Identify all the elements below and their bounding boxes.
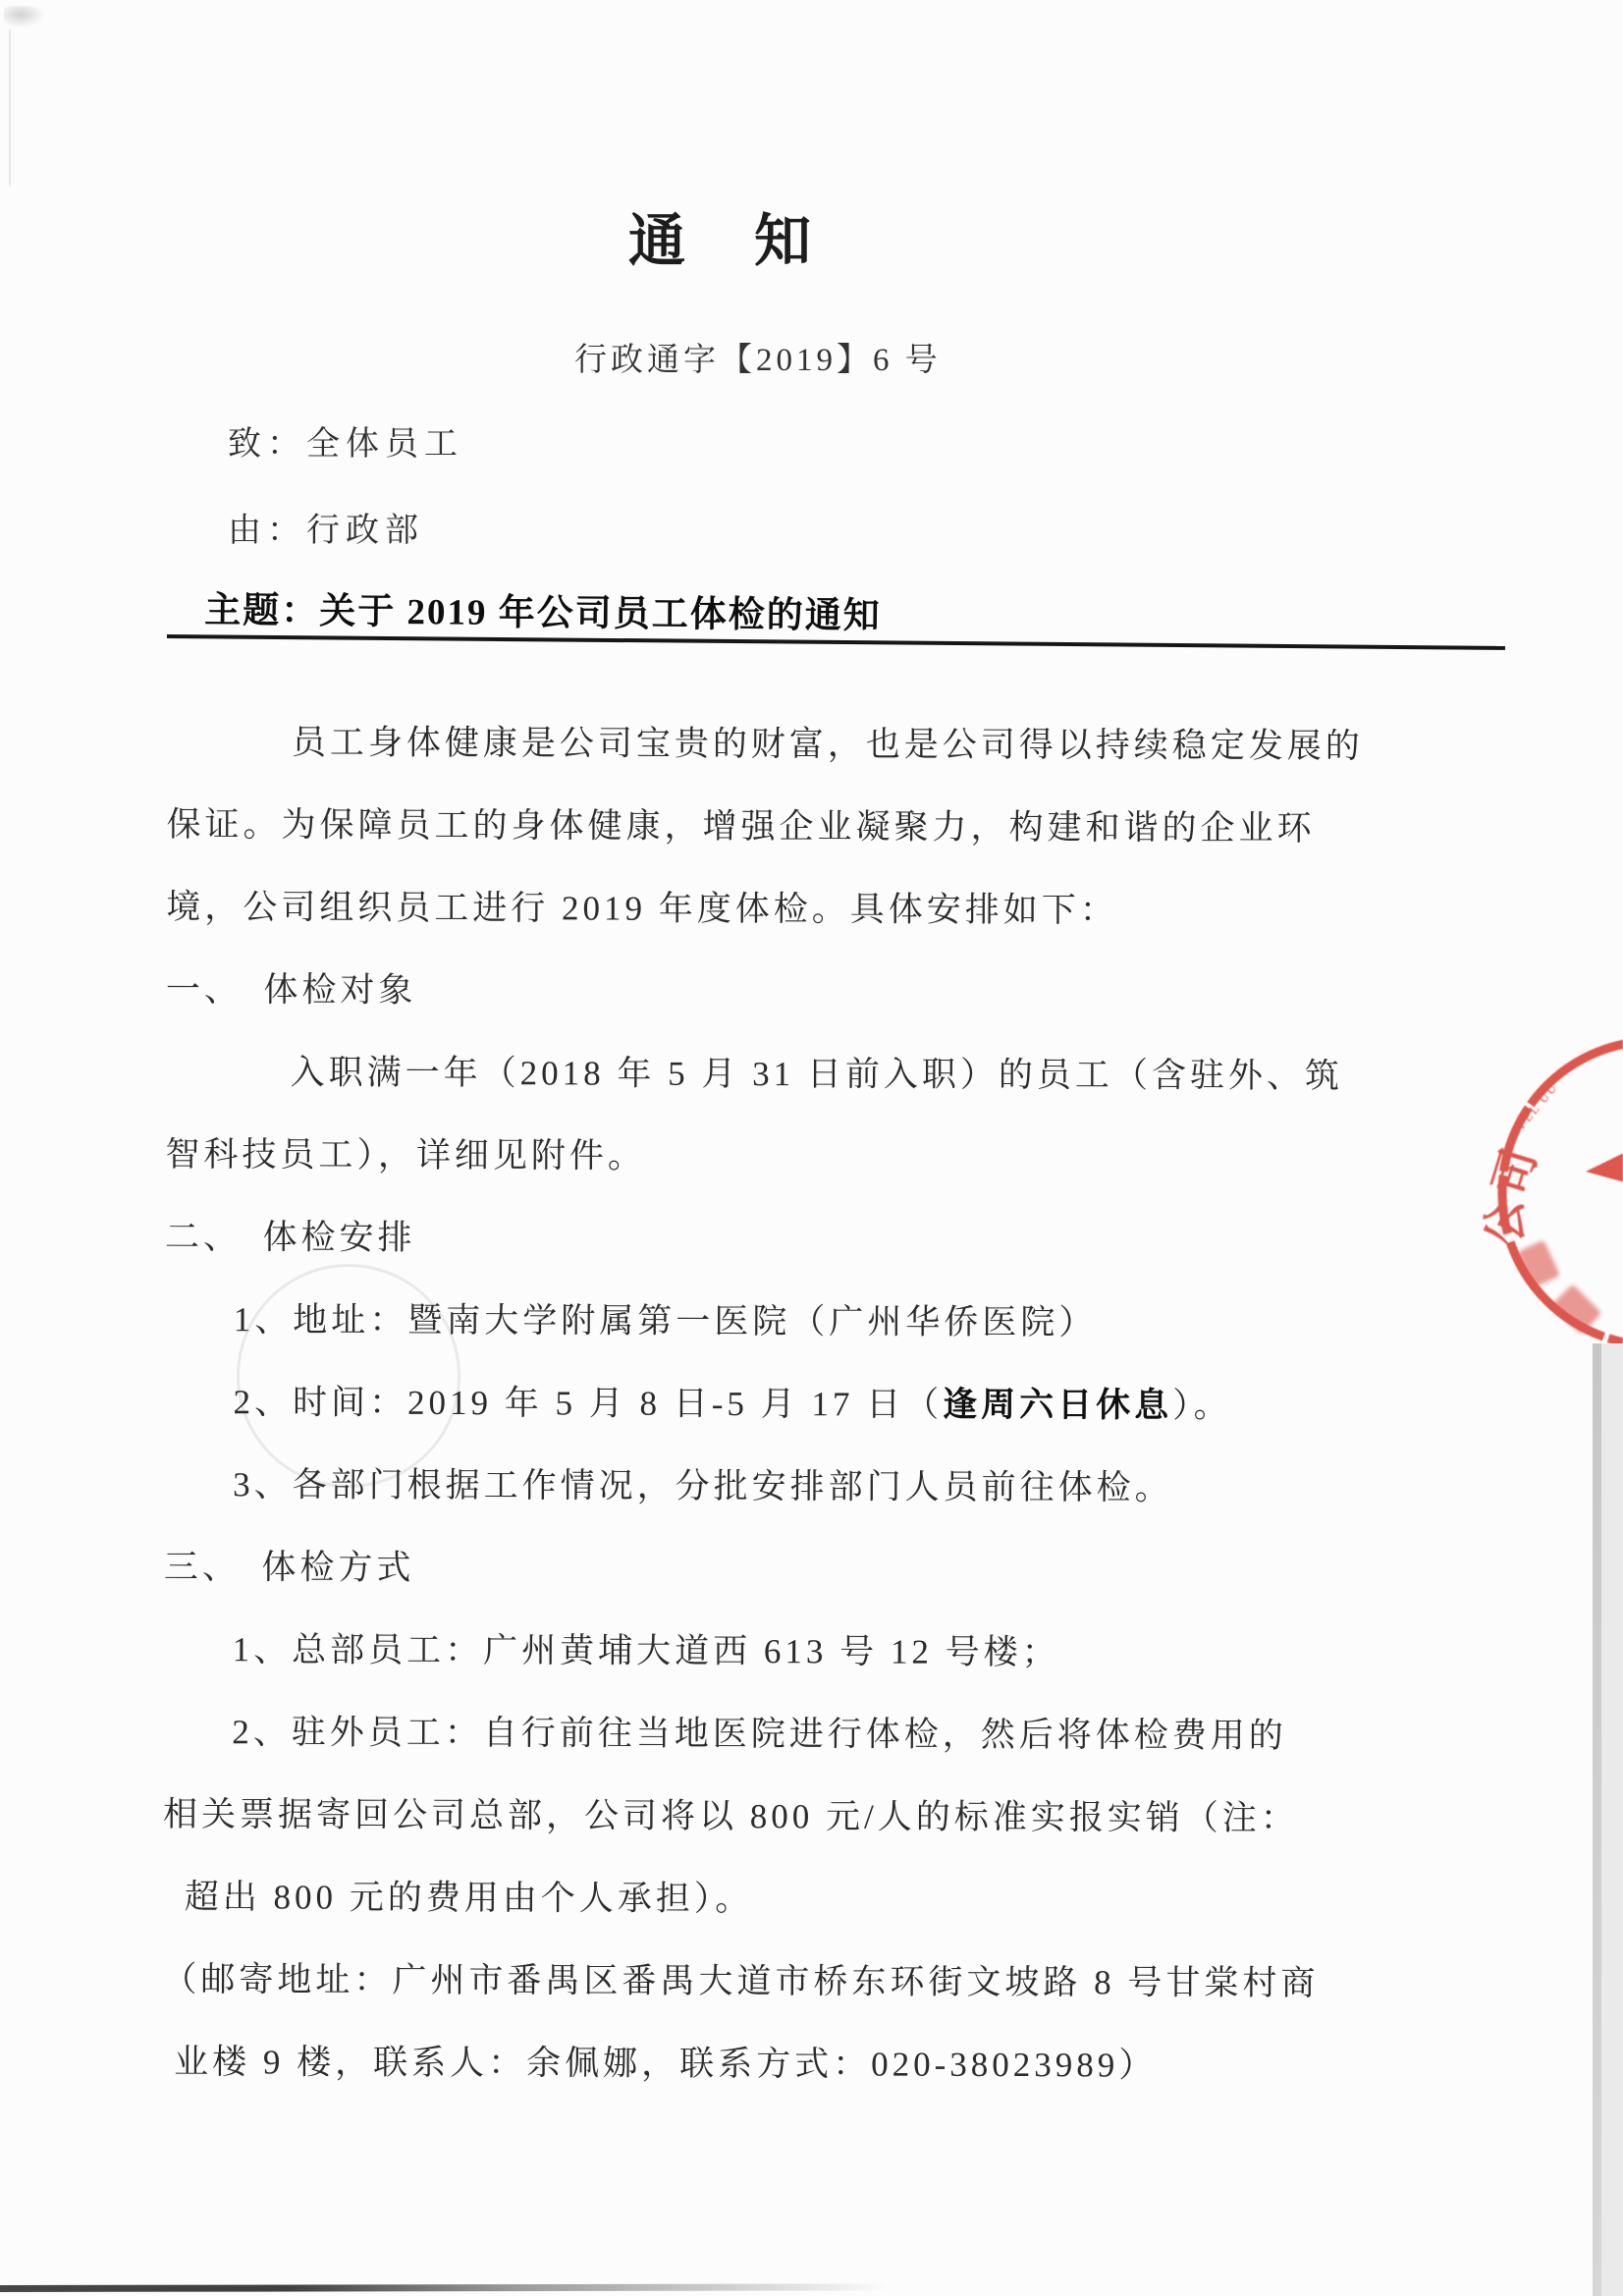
subject-line: 主题：关于 2019 年公司员工体检的通知 bbox=[204, 590, 882, 637]
body-text: 3、各部门根据工作情况，分批安排部门人员前往体检。 bbox=[233, 1465, 1173, 1507]
body-line bbox=[163, 1691, 1523, 1778]
scan-artifact-left-edge-line bbox=[9, 29, 11, 187]
body-line bbox=[166, 866, 1526, 954]
body-text: 保证。为保障员工的身体健康，增强企业凝聚力，构建和谐的企业环 bbox=[166, 804, 1316, 848]
body-text: 员工身体健康是公司宝贵的财富，也是公司得以持续稳定发展的 bbox=[291, 723, 1364, 766]
body-text: 境，公司组织员工进行 2019 年度体检。具体安排如下： bbox=[166, 887, 1118, 930]
body-line bbox=[165, 1196, 1525, 1284]
body-text: 2、驻外员工：自行前往当地医院进行体检，然后将体检费用的 bbox=[232, 1713, 1287, 1755]
body-line bbox=[164, 1361, 1524, 1449]
subject-row bbox=[167, 583, 1505, 650]
body-text: （邮寄地址：广州市番禺区番禺大道市桥东环街文坡路 8 号甘棠村商 bbox=[162, 1959, 1320, 2003]
body-text: 二、 体检安排 bbox=[165, 1217, 416, 1257]
body-text: 1、总部员工：广州黄埔大道西 613 号 12 号楼； bbox=[232, 1630, 1060, 1672]
seal-arc-latin-text: SPEL UU bbox=[1507, 1079, 1561, 1139]
body-line bbox=[163, 1774, 1523, 1861]
body-text: 三、 体检方式 bbox=[163, 1547, 415, 1587]
body-line bbox=[162, 1939, 1522, 2026]
body-line bbox=[166, 1031, 1526, 1119]
body-text: 一、 体检对象 bbox=[165, 969, 417, 1010]
seal-star-icon bbox=[1586, 1092, 1623, 1241]
body-text-bold: 逢周六日休息 bbox=[943, 1385, 1173, 1425]
body-text: 1、地址：暨南大学附属第一医院（广州华侨医院） bbox=[233, 1300, 1098, 1342]
body-text: 业楼 9 楼，联系人：余佩娜，联系方式：020-38023989） bbox=[174, 2043, 1158, 2085]
scan-artifact-bottom-edge-line bbox=[0, 2283, 1139, 2292]
body-line bbox=[165, 1279, 1525, 1366]
body-text: 超出 800 元的费用由个人承担）。 bbox=[184, 1878, 754, 1919]
company-seal-stamp bbox=[1434, 982, 1623, 1394]
body-line bbox=[166, 949, 1526, 1036]
body-text: 2、时间：2019 年 5 月 8 日-5 月 17 日（ bbox=[233, 1383, 944, 1424]
sender-line: 由：行政部 bbox=[228, 513, 424, 549]
body-line bbox=[166, 784, 1526, 871]
body-text: ）。 bbox=[1172, 1386, 1232, 1425]
doc-number: 行政通字【2019】6 号 bbox=[574, 343, 942, 378]
scan-artifact-topleft-smudge bbox=[4, 6, 45, 27]
body-text: 入职满一年（2018 年 5 月 31 日前入职）的员工（含驻外、筑 bbox=[290, 1053, 1344, 1096]
body-line bbox=[167, 701, 1527, 789]
notice-title: 通 知 bbox=[628, 209, 818, 273]
recipient-line: 致：全体员工 bbox=[228, 426, 463, 463]
notice-body bbox=[162, 701, 1527, 2108]
body-line bbox=[164, 1444, 1524, 1531]
scan-artifact-right-edge-line bbox=[1593, 1343, 1601, 2296]
seal-character: 公 bbox=[1480, 1198, 1532, 1246]
body-line bbox=[163, 1609, 1523, 1696]
body-line bbox=[162, 2021, 1522, 2108]
body-line bbox=[164, 1526, 1524, 1613]
seal-character: 司 bbox=[1485, 1143, 1546, 1201]
body-line bbox=[163, 1856, 1523, 1943]
body-text: 相关票据寄回公司总部，公司将以 800 元/人的标准实报实销（注： bbox=[162, 1794, 1299, 1838]
body-text: 智科技员工），详细见附件。 bbox=[165, 1134, 646, 1175]
body-line bbox=[165, 1114, 1525, 1201]
scan-artifact-right-edge-shade bbox=[1601, 1343, 1623, 2296]
